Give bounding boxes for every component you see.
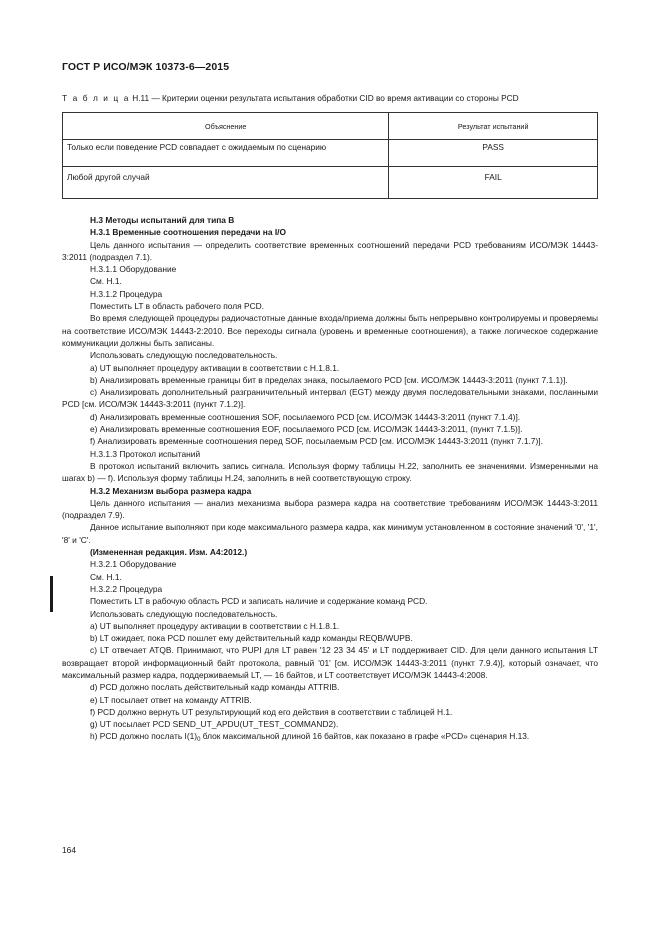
list-item: b) Анализировать временные границы бит в пределах знака, посылаемого PCD [см. ИСО/МЭК 14443-3:2011 (пункт 7.1.1)]. — [90, 374, 568, 385]
column-header-result: Результат испытаний — [389, 113, 598, 140]
list-item: е) LT посылает ответ на команду ATTRIB. — [90, 694, 252, 705]
explanation-cell: Только если поведение PCD совпадает с ожидаемым по сценарию — [63, 140, 389, 167]
paragraph: См. Н.1. — [90, 276, 122, 287]
clause-heading: Н.3.2.1 Оборудование — [90, 559, 177, 570]
list-item-text: h) PCD должно послать I(1) — [90, 731, 198, 742]
list-item: f) Анализировать временные соотношения перед SOF, посылаемым PCD [см. ИСО/МЭК 14443-3:2011 (пункт 7.1.7)]. — [90, 436, 543, 447]
subsection-heading: Н.3.2 Механизм выбора размера кадра — [90, 485, 252, 496]
list-item: b) LT ожидает, пока PCD пошлет ему действительный кадр команды REQB/WUPB. — [90, 633, 413, 644]
section-heading: Н.3 Методы испытаний для типа В — [90, 215, 235, 225]
list-item: а) UT выполняет процедуру активации в соответствии с Н.1.8.1. — [90, 362, 340, 373]
paragraph: Данное испытание выполняют при коде максимального размера кадра, как минимум установленном в состояние значений '0', '1', '8' и 'С'. — [62, 522, 598, 545]
table-caption-lead: Т а б л и ц а — [62, 93, 130, 103]
subscript: 0 — [197, 737, 201, 744]
result-cell: FAIL — [389, 167, 598, 199]
criteria-table — [62, 112, 598, 199]
table-caption — [62, 93, 519, 103]
list-item-text: блок максимальной длиной 16 байтов, как показано в графе «PCD» сценария Н.13. — [200, 731, 530, 742]
paragraph: Поместить LT в область рабочего поля PCD. — [90, 301, 264, 312]
subsection-heading: Н.3.1 Временные соотношения передачи на I/O — [90, 227, 286, 238]
amendment-note: (Измененная редакция. Изм. А4:2012.) — [90, 547, 248, 558]
paragraph: Использовать следующую последовательность. — [90, 608, 278, 619]
column-header-explanation: Объяснение — [63, 113, 389, 140]
list-item: g) UT посылает PCD SEND_UT_APDU(UT_TEST_COMMAND2). — [90, 719, 339, 730]
standard-header: ГОСТ Р ИСО/МЭК 10373-6—2015 — [62, 61, 230, 73]
paragraph: См. Н.1. — [90, 571, 122, 582]
document-body — [62, 214, 598, 747]
list-item: d) Анализировать временные соотношения SOF, посылаемого PCD [см. ИСО/МЭК 14443-3:2011 (пункт 7.1.4)]. — [90, 411, 521, 422]
paragraph: Цель данного испытания — анализ механизма выбора размера кадра на соответствие требованиям ИСО/МЭК 14443-3:2011 (подраздел 7.9). — [62, 497, 598, 521]
list-item: е) Анализировать временные соотношения EOF, посылаемого PCD [см. ИСО/МЭК 14443-3:2011, (пункт 7.1.5)]. — [90, 424, 523, 435]
paragraph: В протокол испытаний включить запись сигнала. Используя форму таблицы Н.22, заполнить ее значениями. Измеренными на шагах b) — f). Используя форму таблицы Н.24, заполнить в ней соответствующую строку. — [62, 460, 598, 484]
paragraph: Во время следующей процедуры радиочастотные данные входа/приема должны быть непрерывно контролируемы и проверяемы на соответствие ИСО/МЭК 14443-2:2010. Все переходы сигнала (уровень и временные соотношения), а также логическое содержание коммуникации должны быть записаны. — [62, 313, 598, 348]
page-number: 164 — [62, 845, 76, 855]
table-caption-text: Н.11 — Критерии оценки результата испытания обработки CID во время активации со стороны PCD — [129, 93, 519, 103]
list-item: с) Анализировать дополнительный разграничительный интервал (EGT) между двумя последовательными знаками, посланными PCD [см. ИСО/МЭК 14443-3:2011 (пункт 7.1.2)]. — [62, 387, 598, 410]
paragraph: Цель данного испытания — определить соответствие временных соотношений передачи PCD требованиям ИСО/МЭК 14443-3:2011 (подраздел 7.1). — [62, 239, 598, 262]
result-cell: PASS — [389, 140, 598, 167]
table-header-row — [63, 113, 598, 140]
list-item — [62, 730, 598, 746]
paragraph: Использовать следующую последовательность. — [90, 350, 278, 361]
list-item: d) PCD должно послать действительный кадр команды ATTRIB. — [90, 682, 340, 693]
paragraph: Поместить LT в рабочую область PCD и записать наличие и содержание команд PCD. — [90, 596, 428, 607]
change-bar — [50, 576, 53, 612]
clause-heading: Н.3.1.2 Процедура — [90, 288, 163, 299]
list-item: с) LT отвечает ATQB. Принимают, что PUPI для LT равен '12 23 34 45' и LT поддерживает CID. Для цели данного испытания LT возвращает второй информационный байт протокола, равный '01' [см. ИСО/МЭК 14443-3:2011 (пункт 7.9.4)], который означает, что максимальный размер кадра, поддерживаемый LT, — 16 байтов, и LT соответствует ИСО/МЭК 14443-4:2008. — [62, 645, 598, 680]
clause-heading: Н.3.1.1 Оборудование — [90, 264, 177, 275]
clause-heading: Н.3.2.2 Процедура — [90, 583, 163, 594]
list-item: а) UT выполняет процедуру активации в соответствии с Н.1.8.1. — [90, 620, 340, 631]
explanation-cell: Любой другой случай — [63, 167, 389, 199]
list-item: f) PCD должно вернуть UT результирующий код его действия в соответствии с таблицей Н.1. — [90, 706, 453, 717]
clause-heading: Н.3.1.3 Протокол испытаний — [90, 448, 201, 459]
table-row — [63, 167, 598, 199]
table-row — [63, 140, 598, 167]
